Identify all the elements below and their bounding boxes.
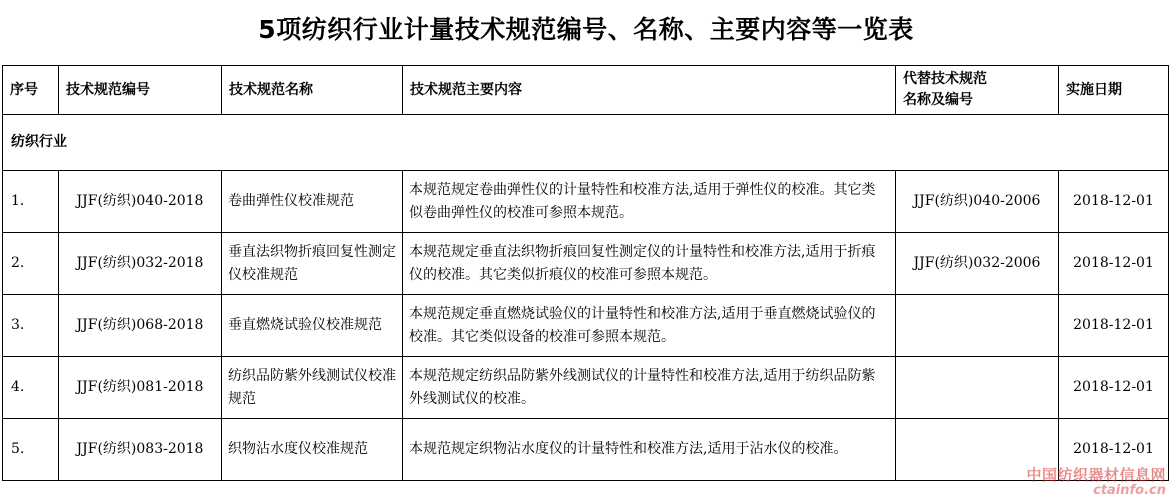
- row-replaces: JJF(纺织)032-2006: [896, 233, 1059, 295]
- table-row: [3, 233, 1169, 295]
- row-replaces: [896, 295, 1059, 357]
- row-index: 5.: [3, 419, 59, 481]
- header-date: 实施日期: [1059, 66, 1169, 115]
- row-date: 2018-12-01: [1059, 357, 1169, 419]
- row-name: 卷曲弹性仪校准规范: [222, 171, 403, 233]
- header-replaces: 代替技术规范 名称及编号: [896, 66, 1059, 115]
- row-replaces: [896, 419, 1059, 481]
- row-content: 本规范规定垂直燃烧试验仪的计量特性和校准方法,适用于垂直燃烧试验仪的校准。其它类似设备的校准可参照本规范。: [403, 295, 896, 357]
- row-index: 3.: [3, 295, 59, 357]
- row-content: 本规范规定垂直法织物折痕回复性测定仪的计量特性和校准方法,适用于折痕仪的校准。其它类似折痕仪的校准可参照本规范。: [403, 233, 896, 295]
- row-content: 本规范规定织物沾水度仪的计量特性和校准方法,适用于沾水仪的校准。: [403, 419, 896, 481]
- table-row: [3, 295, 1169, 357]
- header-index: 序号: [3, 66, 59, 115]
- row-date: 2018-12-01: [1059, 233, 1169, 295]
- row-replaces: [896, 357, 1059, 419]
- row-content: 本规范规定纺织品防紫外线测试仪的计量特性和校准方法,适用于纺织品防紫外线测试仪的校准。: [403, 357, 896, 419]
- row-index: 4.: [3, 357, 59, 419]
- row-code: JJF(纺织)032-2018: [59, 233, 222, 295]
- watermark-site-name: 中国纺织器材信息网: [1026, 466, 1166, 484]
- table-row: [3, 419, 1169, 481]
- row-name: 纺织品防紫外线测试仪校准规范: [222, 357, 403, 419]
- row-name: 织物沾水度仪校准规范: [222, 419, 403, 481]
- table-header-row: [3, 66, 1169, 115]
- table-row: [3, 357, 1169, 419]
- header-code: 技术规范编号: [59, 66, 222, 115]
- row-code: JJF(纺织)081-2018: [59, 357, 222, 419]
- page-title: 5项纺织行业计量技术规范编号、名称、主要内容等一览表: [258, 15, 914, 44]
- row-index: 1.: [3, 171, 59, 233]
- header-content: 技术规范主要内容: [403, 66, 896, 115]
- section-label: 纺织行业: [3, 115, 1169, 171]
- row-date: 2018-12-01: [1059, 419, 1169, 481]
- specs-table: [2, 65, 1169, 481]
- row-replaces: JJF(纺织)040-2006: [896, 171, 1059, 233]
- table-row: [3, 171, 1169, 233]
- row-content: 本规范规定卷曲弹性仪的计量特性和校准方法,适用于弹性仪的校准。其它类似卷曲弹性仪的校准可参照本规范。: [403, 171, 896, 233]
- row-code: JJF(纺织)040-2018: [59, 171, 222, 233]
- header-name: 技术规范名称: [222, 66, 403, 115]
- row-code: JJF(纺织)068-2018: [59, 295, 222, 357]
- row-date: 2018-12-01: [1059, 295, 1169, 357]
- watermark-domain: ctainfo.cn: [1093, 483, 1166, 498]
- section-row: [3, 115, 1169, 171]
- row-name: 垂直燃烧试验仪校准规范: [222, 295, 403, 357]
- row-code: JJF(纺织)083-2018: [59, 419, 222, 481]
- row-name: 垂直法织物折痕回复性测定仪校准规范: [222, 233, 403, 295]
- row-date: 2018-12-01: [1059, 171, 1169, 233]
- row-index: 2.: [3, 233, 59, 295]
